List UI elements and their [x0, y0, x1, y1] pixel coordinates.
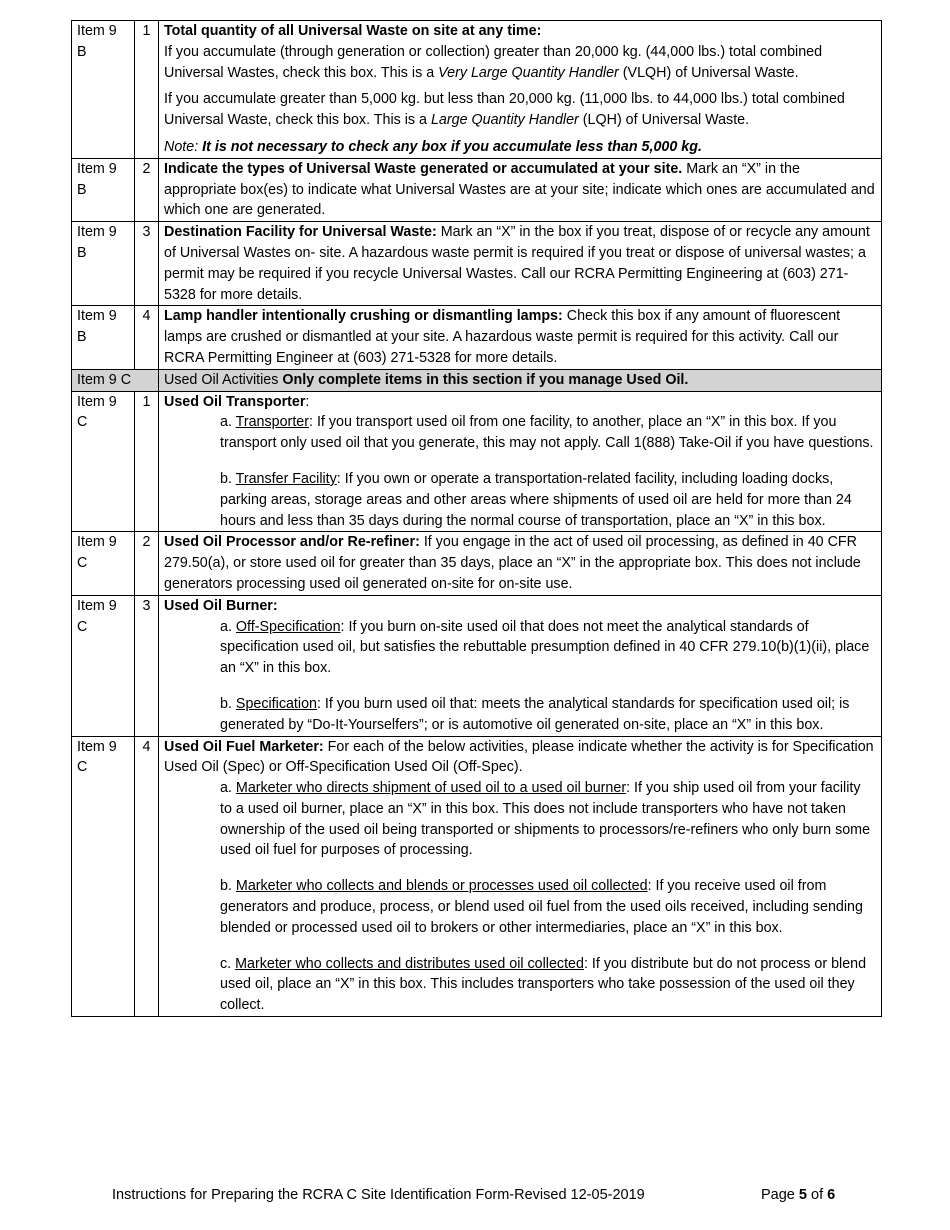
description-cell: Lamp handler intentionally crushing or dismantling lamps: Check this box if any amount of fluorescent lamps are crushed or dismantled at your site. A hazardous waste permit is required for this activity. Call our RCRA Permitting Engineer at (603) 271-5328 for more details. [159, 306, 882, 369]
lqh-paragraph: If you accumulate greater than 5,000 kg. but less than 20,000 kg. (11,000 lbs. to 44,000 lbs.) total combined Universal Waste, check this box. This is a Large Quantity Handler (LQH) of Universal Waste. [164, 91, 845, 129]
note-paragraph: Note: It is not necessary to check any box if you accumulate less than 5,000 kg. [164, 138, 702, 155]
description-cell: Destination Facility for Universal Waste: Mark an “X” in the box if you treat, dispose of or recycle any amount of Universal Wastes on- site. A hazardous waste permit is required if you treat or dispose of universal wastes; a permit may be required if you recycle Universal Wastes. Call our RCRA Permitting Engineering at (603) 271-5328 for more details. [159, 222, 882, 306]
item-cell: Item 9 B [72, 158, 135, 221]
row-title: Used Oil Burner: [164, 597, 278, 614]
table-row [72, 391, 882, 532]
row-title: Used Oil Processor and/or Re-refiner: [164, 534, 420, 551]
item-cell: Item 9 C [72, 595, 135, 736]
page-number: Page 5 of 6 [761, 1187, 836, 1203]
table-row [72, 306, 882, 369]
row-title: Total quantity of all Universal Waste on site at any time: [164, 23, 542, 39]
description-cell: Used Oil Processor and/or Re-refiner: If you engage in the act of used oil processing, as defined in 40 CFR 279.50(a), or store used oil for greater than 35 days, place an “X” in the appropriate box. This does not include generators processing used oil generated on-site for on-site use. [159, 532, 882, 595]
item-cell: Item 9 B [72, 222, 135, 306]
row-title: Lamp handler intentionally crushing or dismantling lamps: [164, 308, 563, 325]
row-title: Used Oil Transporter [164, 393, 306, 410]
description-cell: Indicate the types of Universal Waste generated or accumulated at your site. Mark an “X” in the appropriate box(es) to indicate what Universal Wastes are at your site; indicate which ones are accumulated and which one are generated. [159, 158, 882, 221]
vlqh-paragraph: If you accumulate (through generation or collection) greater than 20,000 kg. (44,000 lbs.) total combined Universal Wastes, check this box. This is a Very Large Quantity Handler (VLQH) of Universal Waste. [164, 43, 823, 81]
sub-item-a: a. Transporter: If you transport used oil from one facility, to another, place an “X” in this box. If you transport only used oil that you generate, this may not apply. Call 1(888) Take-Oil if you have questions. [220, 414, 874, 452]
item-cell: Item 9 B [72, 21, 135, 159]
number-cell: 1 [135, 391, 159, 532]
table-row [72, 736, 882, 1017]
table-row [72, 21, 882, 159]
table-row [72, 595, 882, 736]
number-cell: 4 [135, 736, 159, 1017]
section-item-cell: Item 9 C [72, 369, 159, 391]
row-title: Indicate the types of Universal Waste generated or accumulated at your site. [164, 160, 683, 177]
number-cell: 1 [135, 21, 159, 159]
number-cell: 2 [135, 158, 159, 221]
item-cell: Item 9 B [72, 306, 135, 369]
section-header-row [72, 369, 882, 391]
table-row [72, 532, 882, 595]
row-title: Destination Facility for Universal Waste: [164, 224, 437, 241]
sub-item-c: c. Marketer who collects and distributes used oil collected: If you distribute but do not process or blend used oil, place an “X” in this box. This includes transporters who take possession of the used oil they collect. [220, 955, 867, 1014]
sub-item-b: b. Marketer who collects and blends or processes used oil collected: If you receive used oil from generators and produce, process, or blend used oil fuel from the used oils received, including sending blended or processed used oil to brokers or other intermediaries, place an “X” in this box. [220, 878, 863, 936]
sub-item-b: b. Specification: If you burn used oil that: meets the analytical standards for specification used oil; is generated by “Do-It-Yourselfers”; or is automotive oil generated on-site, place an “X” in this box. [220, 695, 850, 733]
description-cell [159, 21, 882, 159]
description-cell [159, 595, 882, 736]
number-cell: 2 [135, 532, 159, 595]
section-title-cell: Used Oil Activities Only complete items in this section if you manage Used Oil. [159, 369, 882, 391]
description-cell: Used Oil Transporter: a. Transporter: If you transport used oil from one facility, to another, place an “X” in this box. If you transport only used oil that you generate, this may not apply. Call 1(888) Take-Oil if you have questions. b. Transfer Facility: If you own or operate a transportation-related facility, including loading docks, parking areas, storage areas and other areas where shipments of used oil are held for more than 24 hours and less than 35 days during the normal course of transportation, place an “X” in this box. [159, 391, 882, 532]
description-cell: Used Oil Fuel Marketer: For each of the below activities, please indicate whether the activity is for Specification Used Oil (Spec) or Off-Specification Used Oil (Off-Spec). a. Marketer who directs shipment of used oil to a used oil burner: If you ship used oil from your facility to a used oil burner, place an “X” in this box. This does not include transporters who have not taken ownership of the used oil being transported or shipments to processors/re-refiners who only burn some used oil fuel for purposes of processing. b. Marketer who collects and blends or processes used oil collected: If you receive used oil from generators and produce, process, or blend used oil fuel from the used oils received, including sending blended or processed used oil to brokers or other intermediaries, place an “X” in this box. c. Marketer who collects and distributes used oil collected: If you distribute but do not process or blend used oil, place an “X” in this box. This includes transporters who take possession of the used oil they collect. [159, 736, 882, 1017]
table-row [72, 222, 882, 306]
table-row [72, 158, 882, 221]
instructions-table [71, 20, 882, 1017]
item-cell: Item 9 C [72, 391, 135, 532]
footer-title: Instructions for Preparing the RCRA C Site Identification Form-Revised 12-05-2019 [112, 1187, 645, 1203]
item-cell: Item 9 C [72, 532, 135, 595]
number-cell: 3 [135, 595, 159, 736]
number-cell: 4 [135, 306, 159, 369]
item-cell: Item 9 C [72, 736, 135, 1017]
sub-item-b: b. Transfer Facility: If you own or operate a transportation-related facility, including loading docks, parking areas, storage areas and other areas where shipments of used oil are held for more than 24 hours and less than 35 days during the normal course of transportation, place an “X” in this box. [220, 470, 852, 529]
row-title: Used Oil Fuel Marketer: [164, 738, 324, 755]
sub-item-a: a. Off-Specification: If you burn on-site used oil that does not meet the analytical standards of specification used oil, but satisfies the rebuttable presumption defined in 40 CFR 279.10(b)(1)(ii), place an “X” in this box. [220, 618, 870, 677]
sub-item-a: a. Marketer who directs shipment of used oil to a used oil burner: If you ship used oil from your facility to a used oil burner, place an “X” in this box. This does not include transporters who have not taken ownership of the used oil being transported or shipments to processors/re-refiners who only burn some used oil fuel for purposes of processing. [220, 780, 871, 859]
number-cell: 3 [135, 222, 159, 306]
